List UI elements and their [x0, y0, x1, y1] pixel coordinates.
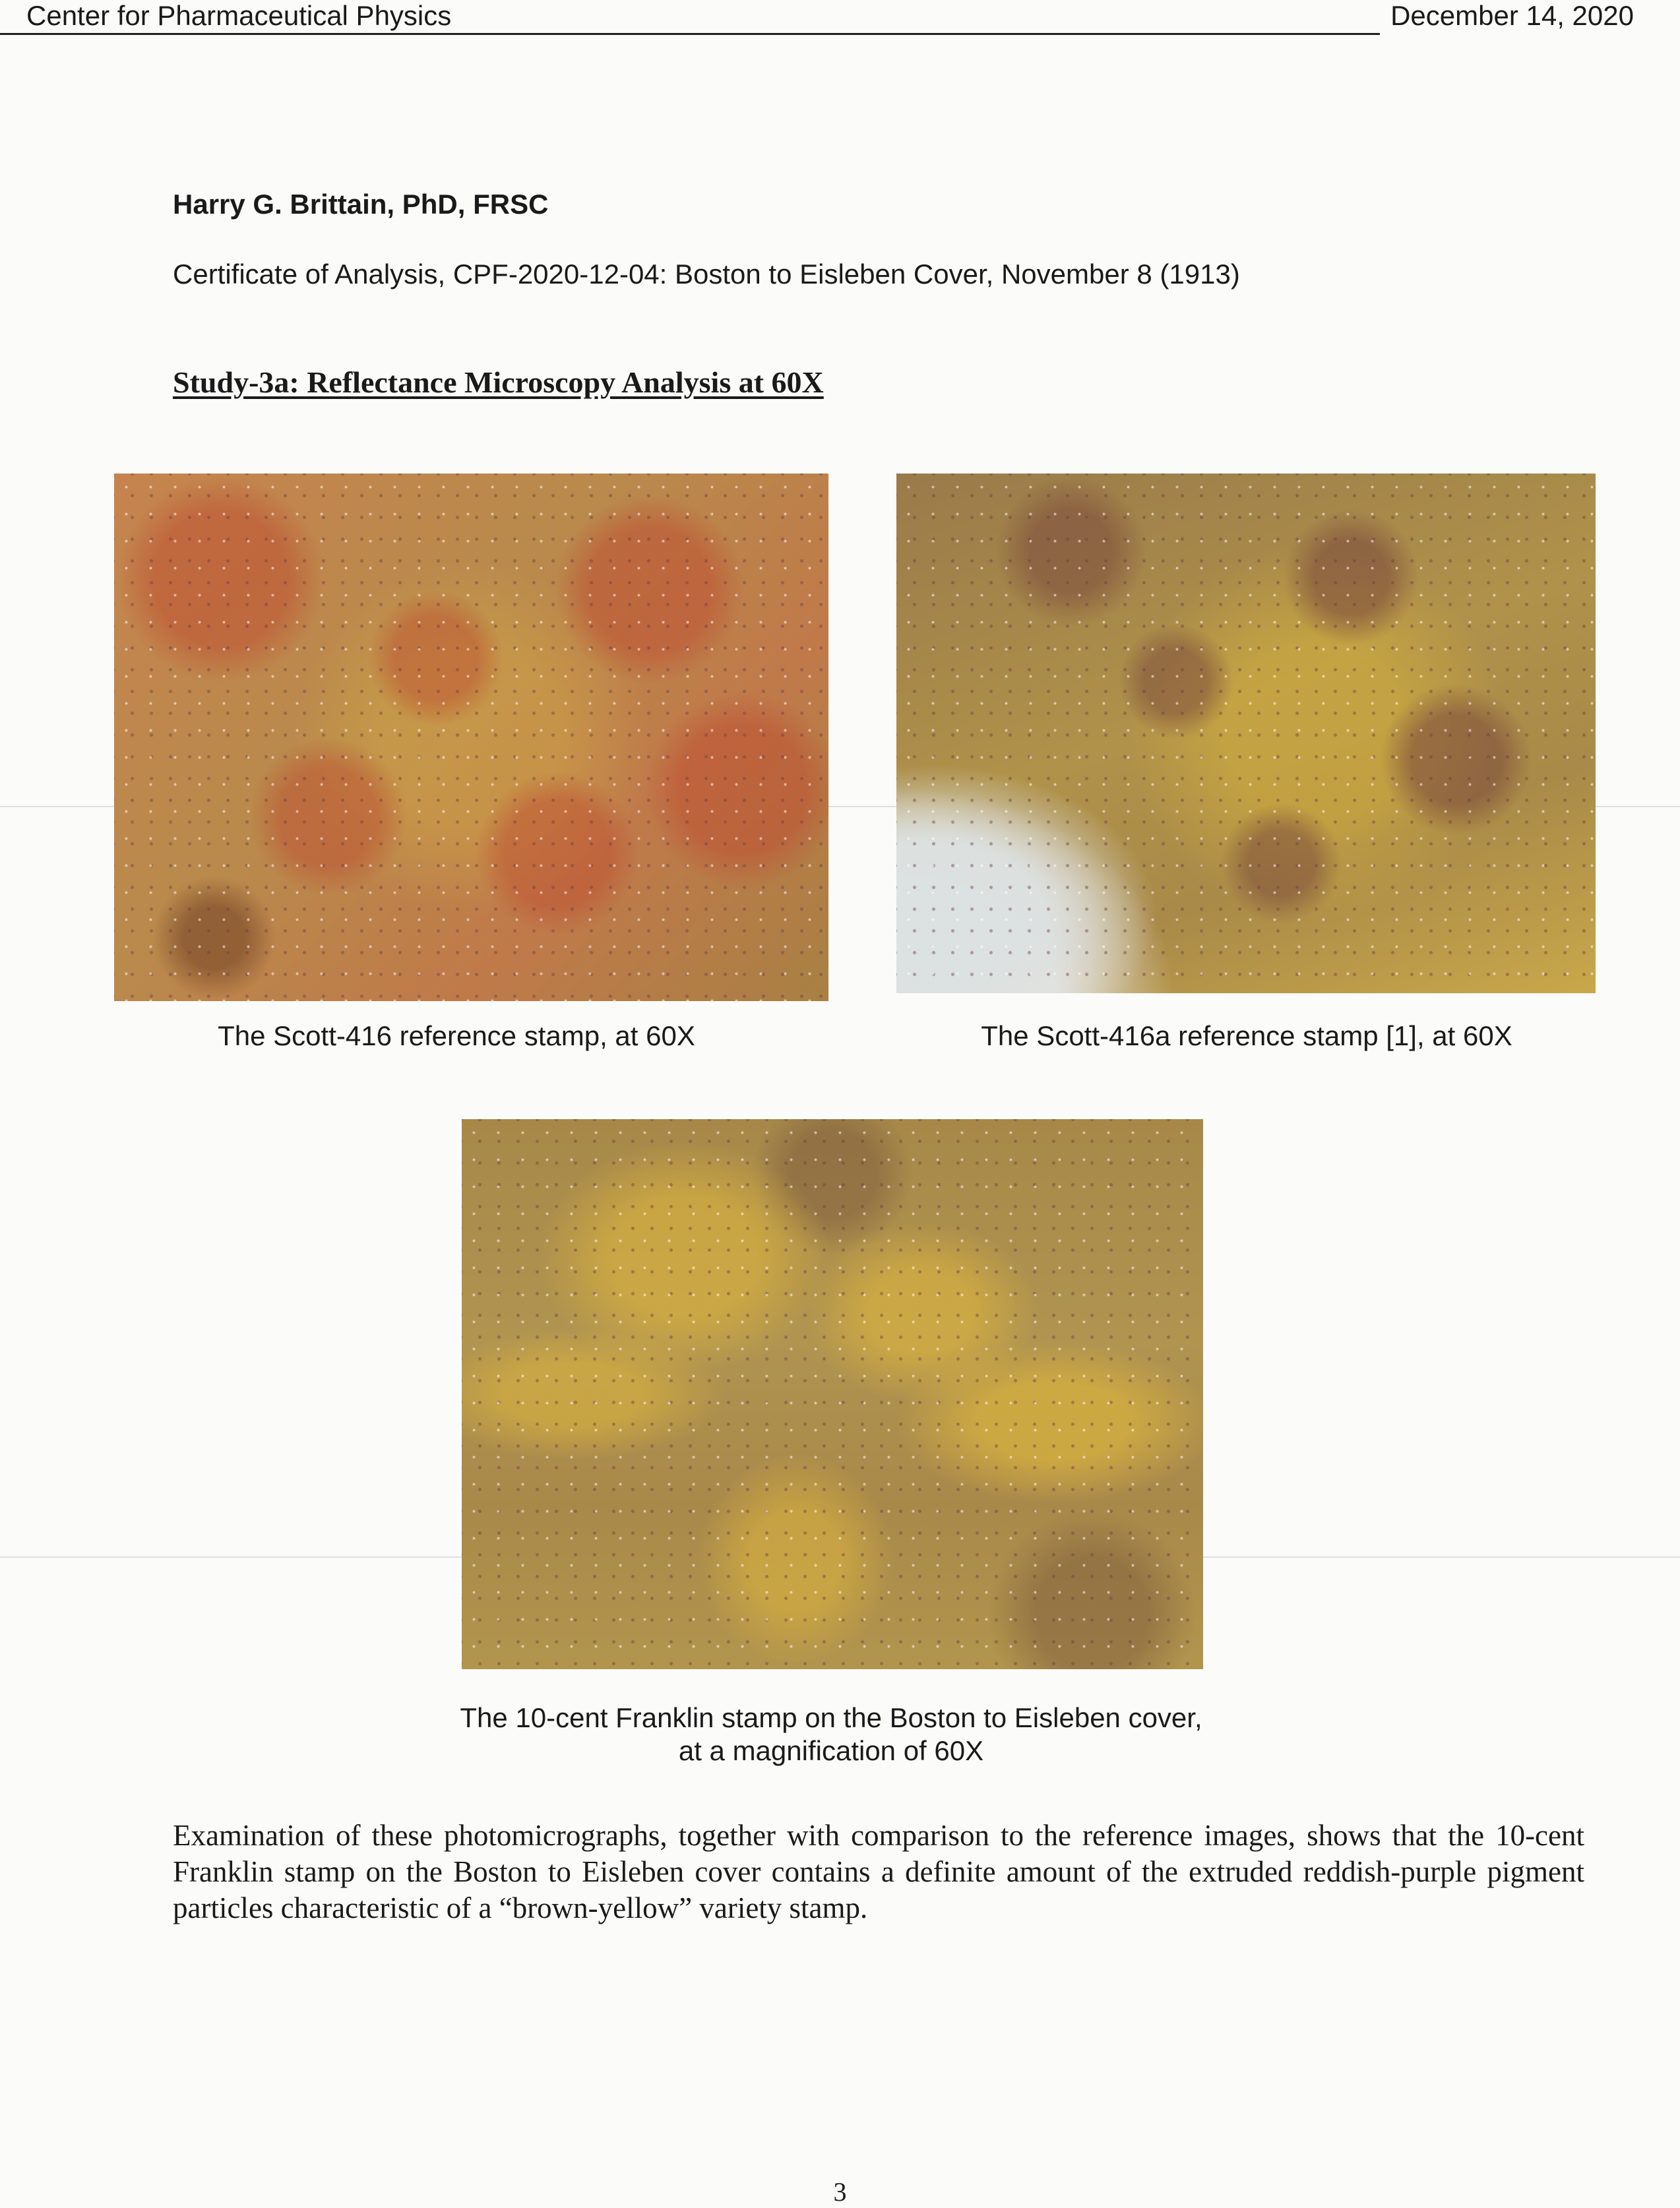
conclusion-paragraph: Examination of these photomicrographs, together with comparison to the reference images, shows that the 10-cent Franklin stamp on the Boston to Eisleben cover contains a definite amount of the extruded reddish-purple pigment particles characteristic of a “brown-yellow” variety stamp.	[173, 1819, 1584, 1924]
study-heading: Study-3a: Reflectance Microscopy Analysis at 60X	[173, 365, 824, 399]
cover-caption-line2: at a magnification of 60X	[678, 1735, 984, 1766]
header-rule	[0, 0, 1634, 35]
scott-416a-photomicrograph	[896, 474, 1596, 993]
certificate-title: Certificate of Analysis, CPF-2020-12-04: Boston to Eisleben Cover, November 8 (1913)	[173, 259, 1240, 290]
scott-416-photomicrograph	[114, 474, 828, 1001]
scott-416a-caption: The Scott-416a reference stamp [1], at 60X	[981, 1020, 1512, 1051]
scott-416-caption: The Scott-416 reference stamp, at 60X	[218, 1020, 695, 1051]
cover-caption-line1: The 10-cent Franklin stamp on the Boston to Eisleben cover,	[460, 1702, 1202, 1733]
page-number: 3	[833, 2177, 847, 2207]
cover-stamp-photomicrograph	[462, 1119, 1203, 1669]
center-name: Center for Pharmaceutical Physics	[26, 0, 452, 31]
cover-stamp-caption	[356, 1702, 1306, 1767]
author-name: Harry G. Brittain, PhD, FRSC	[173, 189, 549, 220]
header-date: December 14, 2020	[1390, 0, 1634, 31]
